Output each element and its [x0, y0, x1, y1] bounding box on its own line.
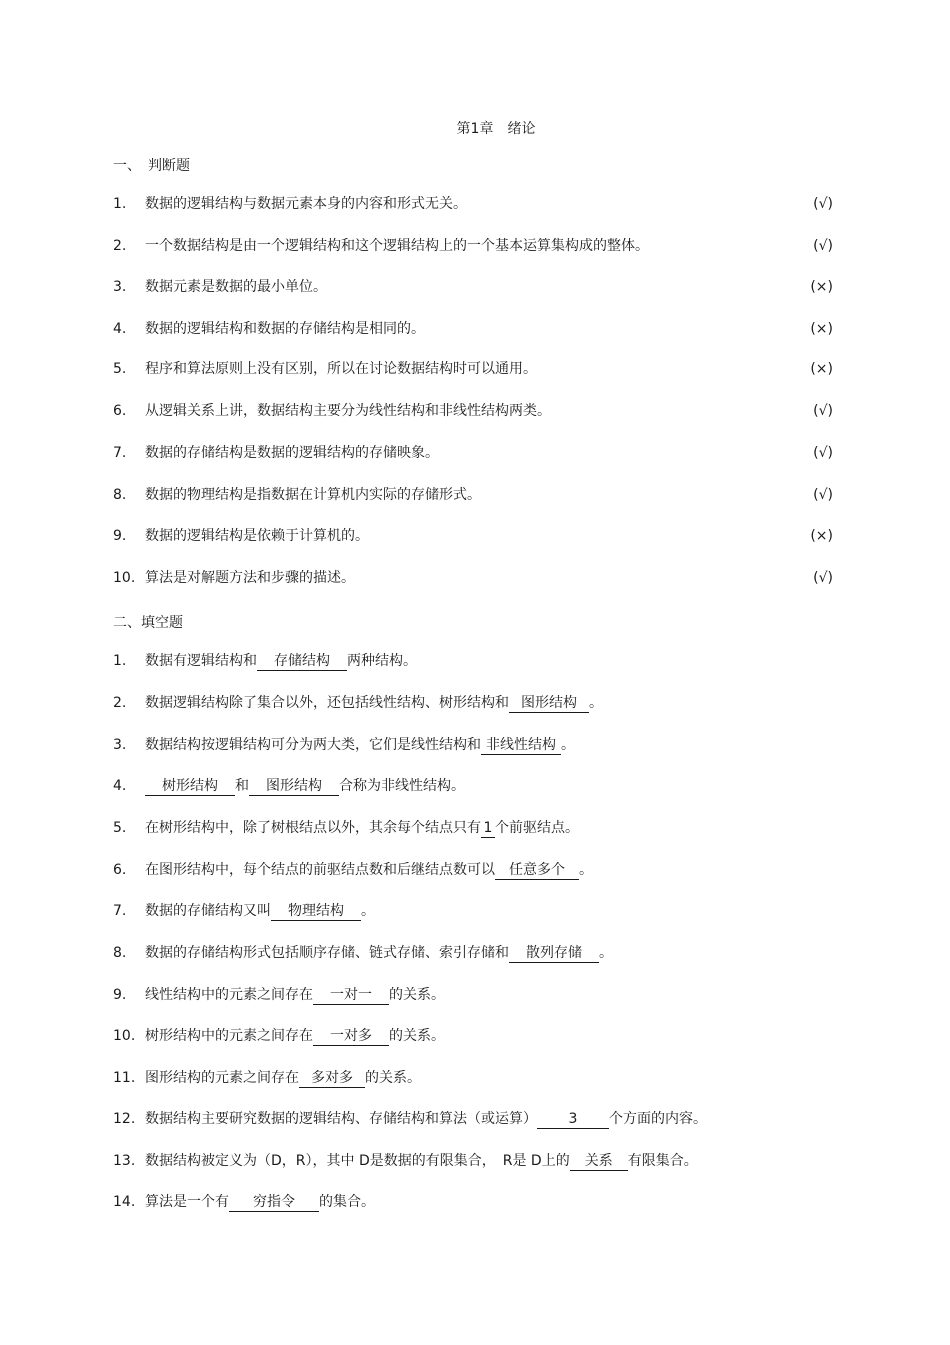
item-number: 9. — [113, 987, 127, 1003]
item-number: 10. — [113, 570, 136, 586]
item-number: 7. — [113, 903, 127, 919]
fill-in-item — [113, 1150, 833, 1172]
answer-blank: 树形结构 — [145, 777, 235, 796]
item-number: 13. — [113, 1153, 136, 1169]
answer-blank: 1 — [481, 819, 495, 838]
item-statement: 数据的物理结构是指数据在计算机内实际的存储形式。 — [145, 487, 481, 503]
fill-in-item — [113, 692, 833, 714]
item-sentence — [145, 1108, 707, 1130]
answer-mark: (√) — [813, 570, 833, 586]
item-number: 7. — [113, 445, 127, 461]
judgment-item — [113, 484, 833, 506]
sentence-text-after: 的集合。 — [319, 1194, 375, 1210]
item-number: 12. — [113, 1111, 136, 1127]
item-number: 3. — [113, 737, 127, 753]
fill-in-item — [113, 1191, 833, 1213]
answer-mark: (×) — [810, 528, 833, 544]
fill-in-item — [113, 942, 833, 964]
section-heading-judgment: 一、 判断题 — [113, 158, 190, 174]
item-sentence — [145, 859, 593, 881]
sentence-text-before: 数据结构按逻辑结构可分为两大类，它们是线性结构和 — [145, 737, 481, 753]
item-number: 2. — [113, 695, 127, 711]
answer-blank: 3 — [537, 1110, 609, 1129]
sentence-text-after: 合称为非线性结构。 — [339, 778, 465, 794]
answer-blank: 一对一 — [313, 986, 389, 1005]
sentence-text-after: 。 — [579, 862, 593, 878]
sentence-text-middle: 和 — [235, 778, 249, 794]
sentence-text-before: 数据逻辑结构除了集合以外，还包括线性结构、树形结构和 — [145, 695, 509, 711]
answer-blank: 穷指令 — [229, 1193, 319, 1212]
judgment-item — [113, 318, 833, 340]
item-sentence — [145, 692, 603, 714]
item-number: 5. — [113, 820, 127, 836]
item-sentence — [145, 1150, 698, 1172]
item-number: 4. — [113, 321, 127, 337]
answer-mark: (√) — [813, 445, 833, 461]
item-sentence — [145, 1025, 445, 1047]
item-number: 11. — [113, 1070, 136, 1086]
item-sentence — [145, 900, 375, 922]
judgment-item — [113, 525, 833, 547]
item-sentence — [145, 734, 575, 756]
fill-in-item — [113, 1025, 833, 1047]
item-number: 2. — [113, 238, 127, 254]
item-number: 14. — [113, 1194, 136, 1210]
judgment-item — [113, 235, 833, 257]
item-sentence — [145, 1067, 421, 1089]
judgment-item — [113, 193, 833, 215]
sentence-text-after: 有限集合。 — [627, 1153, 698, 1169]
item-number: 1. — [113, 653, 127, 669]
sentence-text-after: 。 — [361, 903, 375, 919]
answer-blank-second: 图形结构 — [249, 777, 339, 796]
item-statement: 一个数据结构是由一个逻辑结构和这个逻辑结构上的一个基本运算集构成的整体。 — [145, 238, 649, 254]
fill-in-item — [113, 984, 833, 1006]
answer-mark: (×) — [810, 321, 833, 337]
fill-in-item — [113, 900, 833, 922]
sentence-text-after: 。 — [599, 945, 613, 961]
answer-mark: (√) — [813, 403, 833, 419]
fill-in-item — [113, 859, 833, 881]
fill-in-item — [113, 817, 833, 839]
sentence-text-before: 线性结构中的元素之间存在 — [145, 987, 313, 1003]
answer-blank: 物理结构 — [271, 902, 361, 921]
sentence-text-before: 算法是一个有 — [145, 1194, 229, 1210]
page-title: 第1章 绪论 — [456, 121, 536, 137]
item-number: 8. — [113, 487, 127, 503]
answer-mark: (×) — [810, 279, 833, 295]
item-sentence — [145, 1191, 375, 1213]
item-number: 9. — [113, 528, 127, 544]
item-sentence — [145, 942, 613, 964]
item-number: 10. — [113, 1028, 136, 1044]
answer-blank: 非线性结构 — [481, 736, 561, 755]
sentence-text-after: 的关系。 — [365, 1070, 421, 1086]
fill-in-item — [113, 1108, 833, 1130]
answer-blank: 图形结构 — [509, 694, 589, 713]
answer-blank: 散列存储 — [509, 944, 599, 963]
answer-blank: 关系 — [570, 1152, 628, 1171]
item-statement: 数据的存储结构是数据的逻辑结构的存储映象。 — [145, 445, 439, 461]
item-statement: 数据元素是数据的最小单位。 — [145, 279, 327, 295]
item-number: 1. — [113, 196, 127, 212]
sentence-text-after: 个方面的内容。 — [609, 1111, 707, 1127]
answer-blank: 一对多 — [313, 1027, 389, 1046]
item-number: 6. — [113, 403, 127, 419]
item-statement: 数据的逻辑结构和数据的存储结构是相同的。 — [145, 321, 425, 337]
fill-in-item — [113, 650, 833, 672]
answer-mark: (×) — [810, 361, 833, 377]
item-number: 4. — [113, 778, 127, 794]
sentence-text-after: 。 — [561, 737, 575, 753]
sentence-text-before: 数据的存储结构又叫 — [145, 903, 271, 919]
judgment-item — [113, 276, 833, 298]
answer-blank: 任意多个 — [495, 861, 579, 880]
item-sentence — [145, 984, 445, 1006]
section-heading-fill-in: 二、填空题 — [113, 615, 183, 631]
answer-mark: (√) — [813, 487, 833, 503]
fill-in-item — [113, 775, 833, 797]
sentence-text-before: 树形结构中的元素之间存在 — [145, 1028, 313, 1044]
answer-mark: (√) — [813, 196, 833, 212]
item-number: 5. — [113, 361, 127, 377]
answer-blank: 存储结构 — [257, 652, 347, 671]
sentence-text-before: 图形结构的元素之间存在 — [145, 1070, 299, 1086]
sentence-text-after: 两种结构。 — [347, 653, 417, 669]
item-statement: 数据的逻辑结构与数据元素本身的内容和形式无关。 — [145, 196, 467, 212]
sentence-text-after: 的关系。 — [389, 987, 445, 1003]
fill-in-item — [113, 1067, 833, 1089]
judgment-item — [113, 442, 833, 464]
item-sentence — [145, 817, 579, 839]
sentence-text-before: 数据结构主要研究数据的逻辑结构、存储结构和算法（或运算） — [145, 1111, 537, 1127]
judgment-item — [113, 400, 833, 422]
fill-in-item — [113, 734, 833, 756]
sentence-text-after: 个前驱结点。 — [495, 820, 579, 836]
sentence-text-after: 。 — [589, 695, 603, 711]
judgment-item — [113, 567, 833, 589]
item-statement: 程序和算法原则上没有区别，所以在讨论数据结构时可以通用。 — [145, 361, 537, 377]
item-sentence — [145, 650, 417, 672]
item-statement: 数据的逻辑结构是依赖于计算机的。 — [145, 528, 369, 544]
item-number: 8. — [113, 945, 127, 961]
sentence-text-before: 在图形结构中，每个结点的前驱结点数和后继结点数可以 — [145, 862, 495, 878]
sentence-text-before: 数据结构被定义为（D，R），其中 D是数据的有限集合， R是 D上的 — [145, 1153, 570, 1169]
item-statement: 算法是对解题方法和步骤的描述。 — [145, 570, 355, 586]
item-number: 3. — [113, 279, 127, 295]
item-sentence — [145, 775, 465, 797]
answer-blank: 多对多 — [299, 1069, 365, 1088]
sentence-text-before: 数据的存储结构形式包括顺序存储、链式存储、索引存储和 — [145, 945, 509, 961]
sentence-text-after: 的关系。 — [389, 1028, 445, 1044]
item-statement: 从逻辑关系上讲，数据结构主要分为线性结构和非线性结构两类。 — [145, 403, 551, 419]
judgment-item — [113, 358, 833, 380]
sentence-text-before: 在树形结构中，除了树根结点以外，其余每个结点只有 — [145, 820, 481, 836]
sentence-text-before: 数据有逻辑结构和 — [145, 653, 257, 669]
answer-mark: (√) — [813, 238, 833, 254]
item-number: 6. — [113, 862, 127, 878]
